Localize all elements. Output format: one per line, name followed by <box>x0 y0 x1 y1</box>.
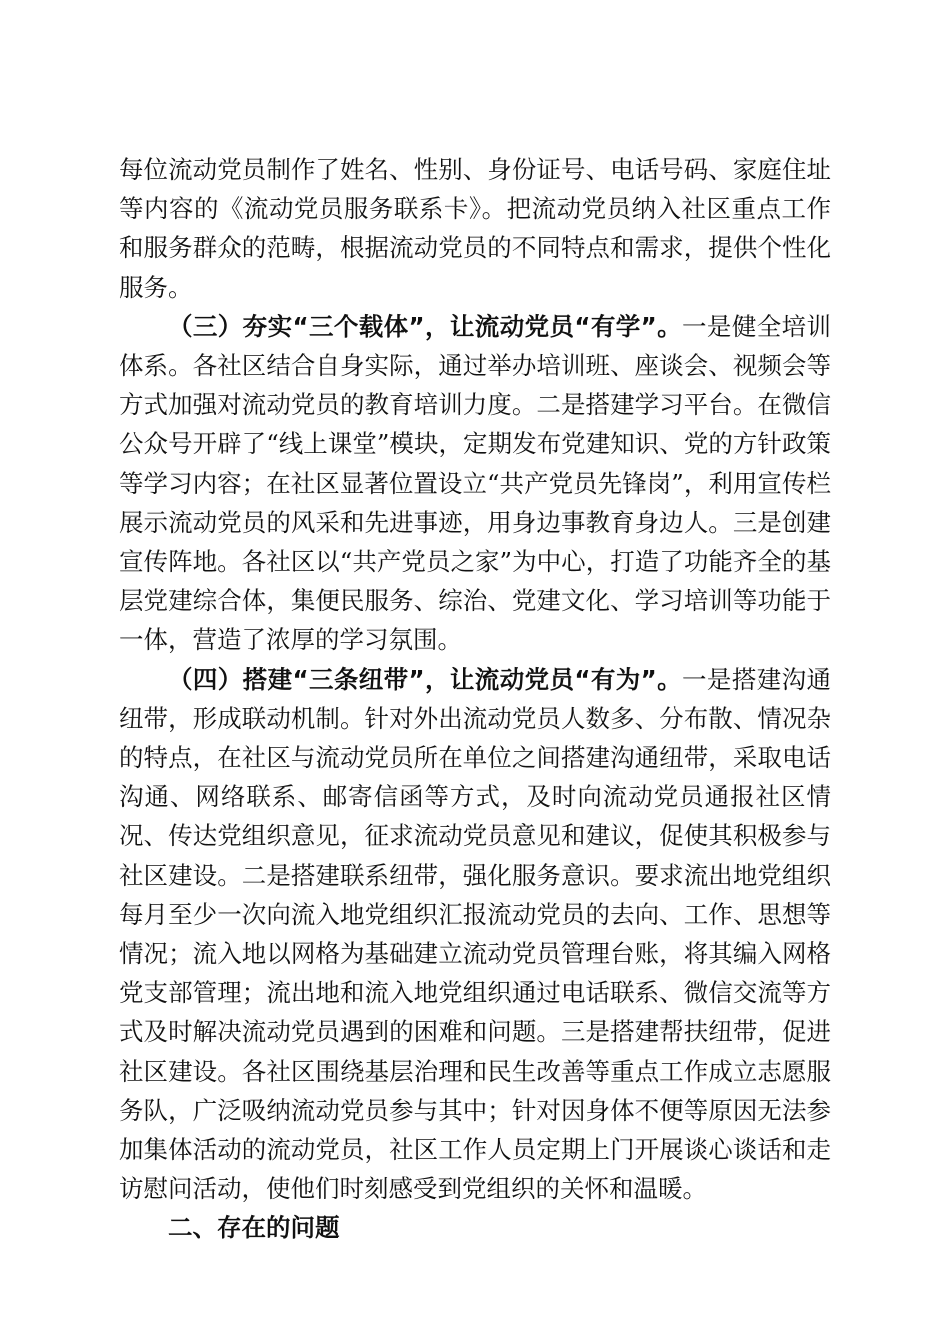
paragraph-text: 一是搭建沟通纽带，形成联动机制。针对外出流动党员人数多、分布散、情况杂的特点，在社区与流动党员所在单位之间搭建沟通纽带，采取电话沟通、网络联系、邮寄信函等方式，及时向流动党员通报社区情况、传达党组织意见，征求流动党员意见和建议，促使其积极参与社区建设。二是搭建联系纽带，强化服务意识。要求流出地党组织每月至少一次向流入地党组织汇报流动党员的去向、工作、思想等情况；流入地以网格为基础建立流动党员管理台账，将其编入网格党支部管理；流出地和流入地党组织通过电话联系、微信交流等方式及时解决流动党员遇到的困难和问题。三是搭建帮扶纽带，促进社区建设。各社区围绕基层治理和民生改善等重点工作成立志愿服务队，广泛吸纳流动党员参与其中；针对因身体不便等原因无法参加集体活动的流动党员，社区工作人员定期上门开展谈心谈话和走访慰问活动，使他们时刻感受到党组织的关怀和温暖。 <box>119 664 831 1204</box>
paragraph-section-four <box>119 660 831 1209</box>
paragraph-lead-heading: （三）夯实“三个载体”，让流动党员“有学”。 <box>168 311 683 341</box>
paragraph-section-three <box>119 307 831 660</box>
paragraph-lead-heading: （四）搭建“三条纽带”，让流动党员“有为”。 <box>168 664 683 694</box>
paragraph-text: 一是健全培训体系。各社区结合自身实际，通过举办培训班、座谈会、视频会等方式加强对流动党员的教育培训力度。二是搭建学习平台。在微信公众号开辟了“线上课堂”模块，定期发布党建知识、党的方针政策等学习内容；在社区显著位置设立“共产党员先锋岗”，利用宣传栏展示流动党员的风采和先进事迹，用身边事教育身边人。三是创建宣传阵地。各社区以“共产党员之家”为中心，打造了功能齐全的基层党建综合体，集便民服务、综治、党建文化、学习培训等功能于一体，营造了浓厚的学习氛围。 <box>119 311 831 655</box>
paragraph-text: 每位流动党员制作了姓名、性别、身份证号、电话号码、家庭住址等内容的《流动党员服务联系卡》。把流动党员纳入社区重点工作和服务群众的范畴，根据流动党员的不同特点和需求，提供个性化服务。 <box>119 155 831 302</box>
paragraph-continuation <box>119 150 831 307</box>
section-heading: 二、存在的问题 <box>168 1213 340 1243</box>
document-body <box>119 150 831 1248</box>
